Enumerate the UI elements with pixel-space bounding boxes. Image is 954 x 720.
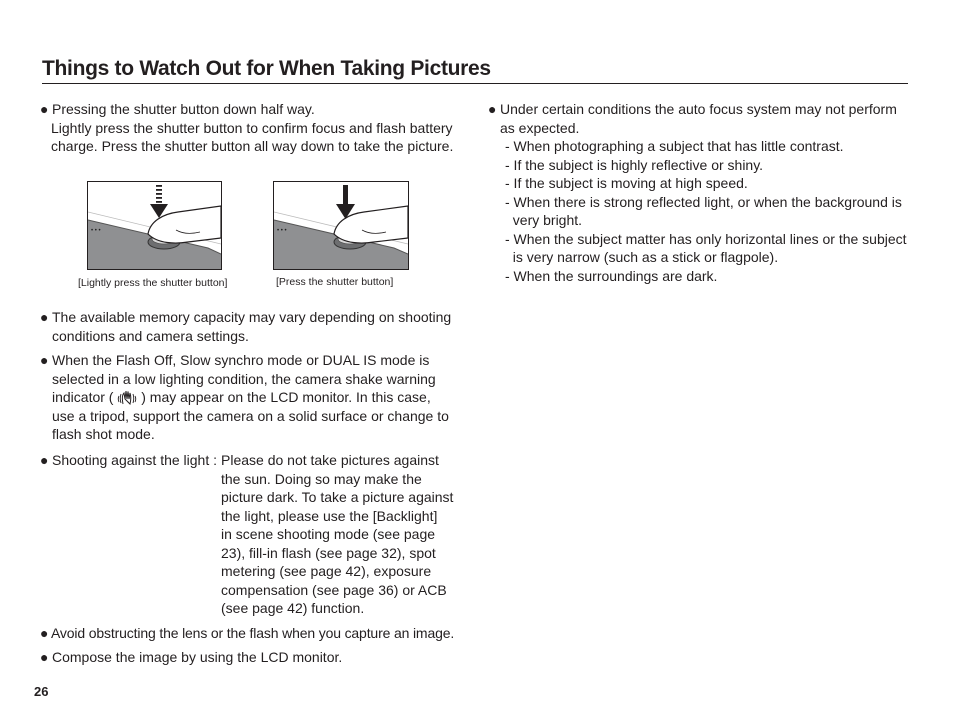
- bullet-shutter-line-3: charge. Press the shutter button all way down to take the picture.: [51, 138, 454, 154]
- bullet-icon: ●: [488, 101, 497, 117]
- backlight-line-8: compensation (see page 36) or ACB: [221, 581, 447, 598]
- svg-text:• • •: • • •: [277, 228, 287, 234]
- bullet-backlight-label: ● Shooting against the light :: [40, 452, 218, 468]
- backlight-line-1: Please do not take pictures against: [221, 452, 439, 468]
- bullet-icon: ●: [40, 352, 49, 368]
- bullet-shutter-line-2: Lightly press the shutter button to confirm focus and flash battery: [51, 119, 453, 136]
- backlight-line-2: the sun. Doing so may make the: [221, 470, 422, 487]
- backlight-line-6: 23), fill-in flash (see page 32), spot: [221, 544, 436, 561]
- autofocus-sub-line-7: is very narrow (such as a stick or flagpole).: [505, 249, 779, 265]
- full-press-arrow-icon: [336, 185, 355, 219]
- page-title: Things to Watch Out for When Taking Pictures: [42, 57, 491, 80]
- page-number: 26: [34, 684, 49, 699]
- bullet-flash-line-2: selected in a low lighting condition, the camera shake warning: [52, 370, 436, 387]
- half-press-arrow-icon: [150, 185, 168, 218]
- figure-full-press-caption: [Press the shutter button]: [276, 276, 394, 288]
- figure-half-press-caption: [Lightly press the shutter button]: [78, 277, 228, 289]
- autofocus-sub-line-5: very bright.: [505, 212, 583, 228]
- autofocus-sub-line-8: - When the surroundings are dark.: [505, 267, 718, 284]
- figure-half-press: [87, 181, 222, 270]
- backlight-line-7: metering (see page 42), exposure: [221, 563, 432, 579]
- title-divider: [42, 83, 908, 84]
- bullet-obstruct: ● Avoid obstructing the lens or the flash when you capture an image.: [40, 625, 455, 641]
- bullet-flash-line-5: flash shot mode.: [52, 426, 155, 442]
- autofocus-sub-line-1: - When photographing a subject that has little contrast.: [505, 138, 844, 154]
- backlight-line-9: (see page 42) function.: [221, 600, 365, 616]
- bullet-memory-line-2: conditions and camera settings.: [52, 327, 249, 344]
- bullet-autofocus-line-2: as expected.: [500, 119, 580, 136]
- bullet-shutter-line-1: ● Pressing the shutter button down half way.: [40, 101, 315, 117]
- backlight-line-4: the light, please use the [Backlight]: [221, 507, 438, 524]
- bullet-flash-line-4: use a tripod, support the camera on a solid surface or change to: [52, 407, 449, 424]
- bullet-autofocus-line-1: ● Under certain conditions the auto focus system may not perform: [488, 101, 897, 117]
- bullet-icon: ●: [40, 452, 49, 468]
- autofocus-sub-line-2: - If the subject is highly reflective or shiny.: [505, 156, 764, 173]
- autofocus-sub-line-6: - When the subject matter has only horizontal lines or the subject: [505, 230, 907, 247]
- backlight-line-3: picture dark. To take a picture against: [221, 489, 454, 505]
- bullet-icon: ●: [40, 625, 49, 641]
- bullet-memory-line-1: ● The available memory capacity may vary depending on shooting: [40, 309, 452, 325]
- bullet-flash-line-3: indicator ( ) may appear on the LCD monitor. In this case,: [52, 388, 431, 411]
- autofocus-sub-line-3: - If the subject is moving at high speed.: [505, 175, 748, 191]
- bullet-compose: ● Compose the image by using the LCD monitor.: [40, 649, 343, 665]
- autofocus-sub-line-4: - When there is strong reflected light, or when the background is: [505, 193, 902, 210]
- svg-text:• • •: • • •: [91, 228, 101, 234]
- bullet-icon: ●: [40, 101, 49, 117]
- bullet-icon: ●: [40, 309, 49, 325]
- backlight-line-5: in scene shooting mode (see page: [221, 526, 436, 542]
- bullet-icon: ●: [40, 649, 49, 665]
- figure-full-press: [273, 181, 409, 270]
- bullet-flash-line-1: ● When the Flash Off, Slow synchro mode or DUAL IS mode is: [40, 352, 430, 368]
